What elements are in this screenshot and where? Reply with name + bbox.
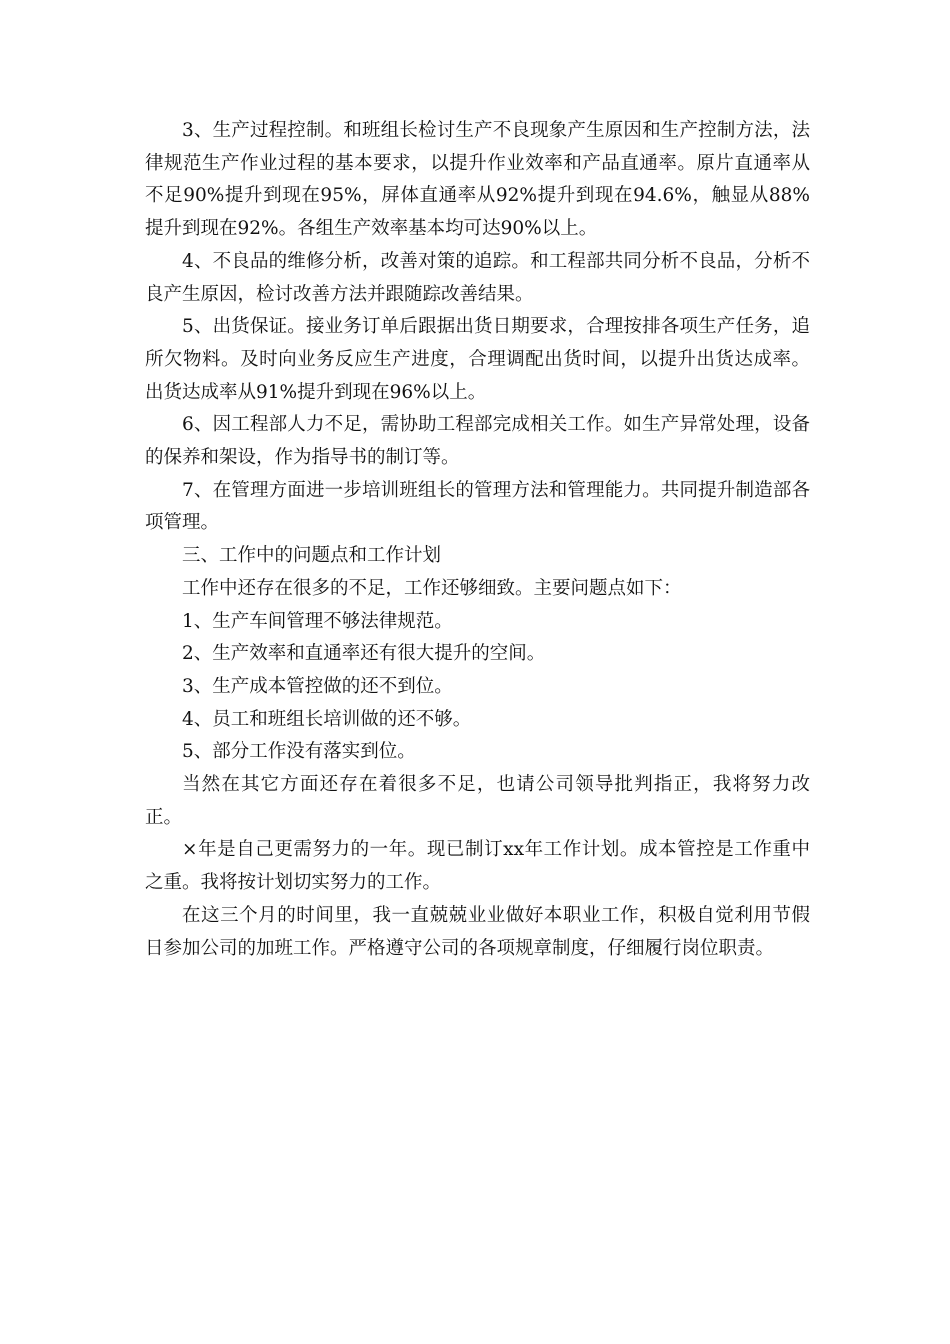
paragraph-other-shortcomings: 当然在其它方面还存在着很多不足，也请公司领导批判指正，我将努力改正。 (145, 774, 810, 828)
problem-item-2: 2、生产效率和直通率还有很大提升的空间。 (182, 643, 546, 665)
problem-item-5: 5、部分工作没有落实到位。 (182, 741, 416, 763)
paragraph-production-control: 3、生产过程控制。和班组长检讨生产不良现象产生原因和生产控制方法，法律规范生产作业过程的基本要求，以提升作业效率和产品直通率。原片直通率从不足90%提升到现在95%，屏体直通率从92%提升到现在94.6%，触显从88%提升到现在92%。各组生产效率基本均可达90%以上。 (145, 120, 810, 240)
paragraph-next-year-plan: ×年是自己更需努力的一年。现已制订xx年工作计划。成本管控是工作重中之重。我将按计划切实努力的工作。 (145, 839, 810, 894)
document-body (145, 115, 810, 965)
section-heading-problems-plan: 三、工作中的问题点和工作计划 (182, 545, 442, 567)
paragraph-three-months-summary: 在这三个月的时间里，我一直兢兢业业做好本职业工作，积极自觉利用节假日参加公司的加班工作。严格遵守公司的各项规章制度，仔细履行岗位职责。 (145, 904, 810, 959)
paragraph-problems-intro: 工作中还存在很多的不足，工作还够细致。主要问题点如下： (182, 577, 682, 599)
paragraph-management-training: 7、在管理方面进一步培训班组长的管理方法和管理能力。共同提升制造部各项管理。 (145, 479, 810, 534)
problem-item-3: 3、生产成本管控做的还不到位。 (182, 675, 453, 697)
problem-item-1: 1、生产车间管理不够法律规范。 (182, 610, 453, 632)
paragraph-engineering-assist: 6、因工程部人力不足，需协助工程部完成相关工作。如生产异常处理，设备的保养和架设，作为指导书的制订等。 (145, 414, 810, 469)
paragraph-shipment-guarantee: 5、出货保证。接业务订单后跟据出货日期要求，合理按排各项生产任务，追所欠物料。及时向业务反应生产进度，合理调配出货时间，以提升出货达成率。出货达成率从91%提升到现在96%以上。 (145, 316, 810, 403)
paragraph-defect-analysis: 4、不良品的维修分析，改善对策的追踪。和工程部共同分析不良品，分析不良产生原因，检讨改善方法并跟随踪改善结果。 (145, 250, 810, 305)
problem-item-4: 4、员工和班组长培训做的还不够。 (182, 708, 472, 730)
